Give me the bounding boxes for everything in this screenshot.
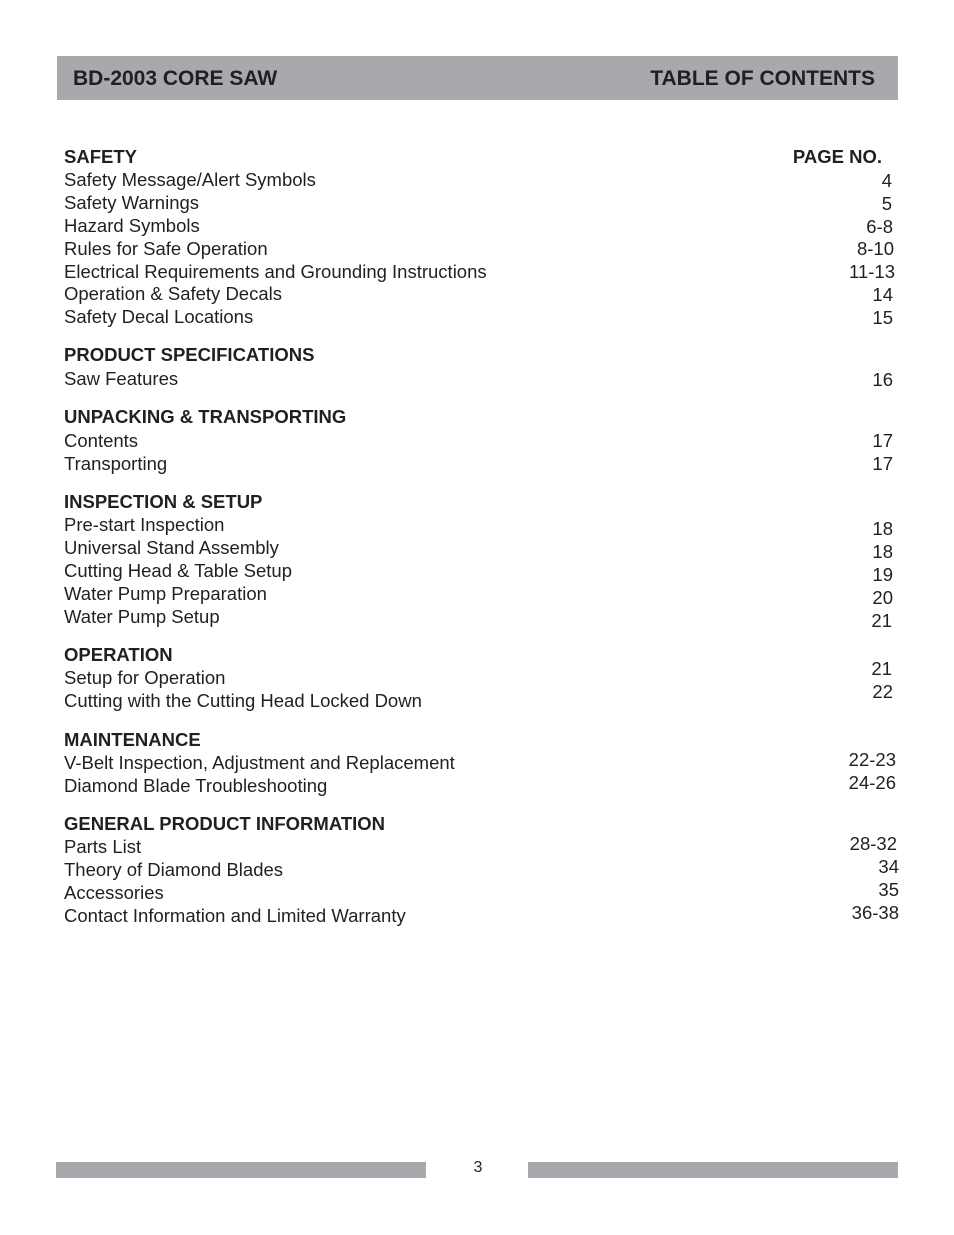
- footer-bar-right: [528, 1162, 898, 1178]
- footer-page-number: 3: [473, 1159, 483, 1176]
- toc-page-number: 20: [872, 587, 893, 608]
- toc-entry: V-Belt Inspection, Adjustment and Replacement: [64, 752, 455, 773]
- toc-entry: Cutting Head & Table Setup: [64, 560, 292, 581]
- toc-section-title: GENERAL PRODUCT INFORMATION: [64, 813, 386, 834]
- toc-entry: Water Pump Preparation: [64, 583, 267, 604]
- toc-entry: Universal Stand Assembly: [64, 537, 279, 558]
- toc-entry: Hazard Symbols: [64, 215, 200, 236]
- toc-section-title: OPERATION: [64, 644, 173, 665]
- toc-section-title: INSPECTION & SETUP: [64, 491, 263, 512]
- toc-entry: Theory of Diamond Blades: [64, 859, 284, 880]
- toc-entry: Pre-start Inspection: [64, 514, 225, 535]
- header-bar: [57, 56, 898, 100]
- toc-entry: Contents: [64, 430, 139, 451]
- toc-page-number: 22-23: [848, 749, 896, 770]
- toc-page-number: 35: [878, 879, 899, 900]
- toc-entry: Safety Warnings: [64, 192, 200, 213]
- toc-page-number: 15: [872, 307, 893, 328]
- toc-section-title: PRODUCT SPECIFICATIONS: [64, 344, 315, 365]
- toc-page-number: 8-10: [856, 238, 894, 259]
- toc-page-number: 34: [878, 856, 899, 877]
- toc-page-number: 6-8: [866, 216, 893, 237]
- toc-entry: Accessories: [64, 882, 164, 903]
- toc-page-number: 21: [871, 610, 892, 631]
- toc-section-title: SAFETY: [64, 146, 137, 167]
- footer-bar-left: [56, 1162, 426, 1178]
- toc-page-number: 5: [881, 193, 892, 214]
- toc-page-number: 18: [872, 541, 893, 562]
- toc-section-title: MAINTENANCE: [64, 729, 201, 750]
- toc-page-number: 19: [872, 564, 893, 585]
- toc-entry: Diamond Blade Troubleshooting: [64, 775, 328, 796]
- toc-entry: Saw Features: [64, 368, 179, 389]
- toc-entry: Transporting: [64, 453, 168, 474]
- toc-entry: Setup for Operation: [64, 667, 226, 688]
- toc-entry: Water Pump Setup: [64, 606, 220, 627]
- toc-entry: Parts List: [64, 836, 142, 857]
- toc-entry: Safety Decal Locations: [64, 306, 254, 327]
- toc-page-number: 11-13: [849, 261, 895, 282]
- toc-section-title: UNPACKING & TRANSPORTING: [64, 406, 347, 427]
- toc-page-number: 24-26: [848, 772, 896, 793]
- toc-page-number: 17: [872, 430, 893, 451]
- toc-page-number: 22: [872, 681, 893, 702]
- page-no-heading: PAGE NO.: [792, 146, 882, 167]
- toc-page-number: 21: [871, 658, 892, 679]
- toc-entry: Operation & Safety Decals: [64, 283, 282, 304]
- toc-entry: Rules for Safe Operation: [64, 238, 268, 259]
- toc-page-number: 28-32: [849, 833, 897, 854]
- toc-entry: Cutting with the Cutting Head Locked Down: [64, 690, 422, 711]
- toc-entry: Contact Information and Limited Warranty: [64, 905, 406, 926]
- toc-entry: Electrical Requirements and Grounding Instructions: [64, 261, 487, 282]
- document-title: BD-2003 CORE SAW: [73, 67, 278, 90]
- toc-page-number: 17: [872, 453, 893, 474]
- toc-page-number: 18: [872, 518, 893, 539]
- toc-entry: Safety Message/Alert Symbols: [64, 169, 316, 190]
- toc-page-number: 36-38: [851, 902, 899, 923]
- toc-page-number: 4: [881, 170, 892, 191]
- toc-page-number: 16: [872, 369, 893, 390]
- toc-page-number: 14: [872, 284, 893, 305]
- section-title: TABLE OF CONTENTS: [650, 67, 875, 90]
